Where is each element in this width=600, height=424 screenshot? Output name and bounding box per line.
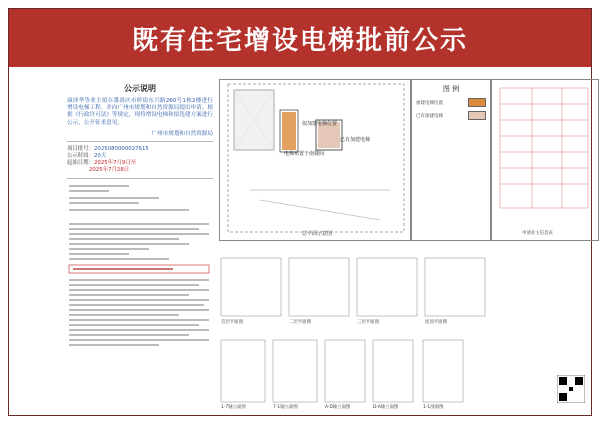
legend-row-existing xyxy=(412,111,490,120)
drawing-caption: 屋顶平面图 xyxy=(425,320,447,325)
notice-board xyxy=(8,8,592,416)
end-value: 2025年7月28日 xyxy=(89,166,130,173)
owner-info-caption: 申请业主信息表 xyxy=(522,231,553,236)
legend-swatch-new xyxy=(468,98,486,107)
project-number-row xyxy=(67,146,213,153)
banner-title: 既有住宅增设电梯批前公示 xyxy=(9,9,591,67)
qr-code-icon xyxy=(557,375,585,403)
notice-body: 康沛华等业主拟在番禺区市桥街东兴路260号1栋2楼进行增设电梯工程。并向广州市规划和自然资源局提出申请。根据《行政许可法》等规定，现将增设电梯和拟选建方案进行公示，公开征求意见。 xyxy=(67,98,213,126)
legend-swatch-existing xyxy=(468,111,486,120)
period-value: 20天 xyxy=(93,152,107,159)
site-label-existing: 已有加建电梯 xyxy=(340,137,371,143)
drawings-strip xyxy=(219,254,599,412)
site-plan-drawing xyxy=(220,80,410,240)
project-number-value: 2025080000027615 xyxy=(93,145,149,152)
fine-print-graphic xyxy=(67,183,213,353)
site-plan-area xyxy=(219,79,489,239)
drawing-caption: 1-7轴立面图 xyxy=(221,405,246,410)
site-plan xyxy=(219,79,411,241)
divider xyxy=(67,141,213,142)
legend-label-existing: 已有加建电梯 xyxy=(416,113,443,119)
drawing-caption: 1-1剖面图 xyxy=(423,405,444,410)
notice-panel xyxy=(67,79,213,417)
drawing-caption: 三层平面图 xyxy=(357,320,379,325)
divider xyxy=(67,178,213,179)
owner-info-drawing xyxy=(492,80,598,230)
legend-row-new xyxy=(412,98,490,107)
site-label-position: 电梯布置于南楼间 xyxy=(284,151,325,157)
start-label: 起始日期： xyxy=(67,159,94,166)
site-plan-caption: 总平面示意图 xyxy=(302,231,333,237)
owner-info-panel xyxy=(491,79,599,241)
end-row xyxy=(67,167,213,174)
notice-signer: 广州市规划和自然资源局 xyxy=(151,130,213,137)
legend-title: 图 例 xyxy=(442,85,460,93)
project-number-label: 项目批号： xyxy=(67,145,94,152)
notice-section-title: 公示说明 xyxy=(124,84,156,93)
drawing-caption: A-D轴立面图 xyxy=(325,405,351,410)
site-label-new: 拟加建电梯位置 xyxy=(302,121,338,127)
start-value: 2025年7月9日至 xyxy=(93,159,137,166)
legend-panel xyxy=(411,79,491,241)
legend-label-new: 加建电梯位置 xyxy=(416,100,443,106)
period-row xyxy=(67,153,213,160)
start-row xyxy=(67,160,213,167)
drawing-caption: D-A轴立面图 xyxy=(373,405,399,410)
period-label: 公示时间： xyxy=(67,152,94,159)
drawing-caption: 首层平面图 xyxy=(221,320,243,325)
drawing-caption: 二层平面图 xyxy=(289,320,311,325)
drawing-caption: 7-1轴立面图 xyxy=(273,405,298,410)
